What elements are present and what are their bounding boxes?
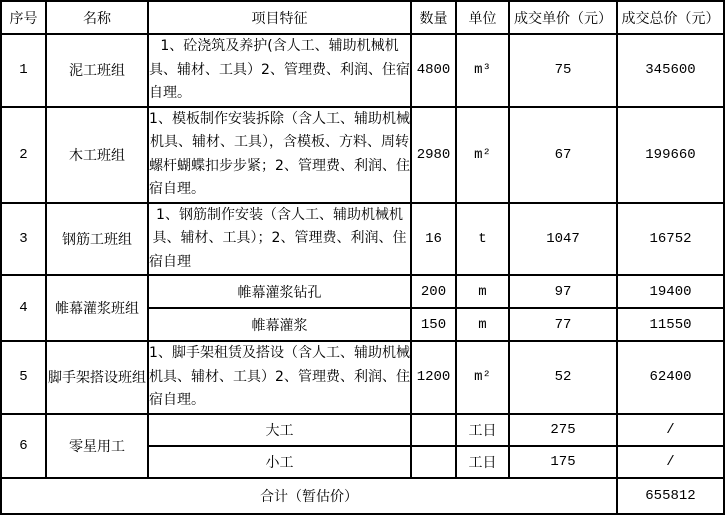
cell-feature: 帷幕灌浆钻孔 [148, 275, 411, 308]
cell-seq: 4 [1, 275, 46, 341]
header-feature: 项目特征 [148, 1, 411, 34]
header-qty: 数量 [411, 1, 456, 34]
cell-feature: 帷幕灌浆 [148, 308, 411, 341]
cell-unit-price: 97 [509, 275, 617, 308]
header-total-price: 成交总价（元） [617, 1, 724, 34]
cell-feature: 小工 [148, 446, 411, 478]
cell-total-price: 11550 [617, 308, 724, 341]
header-unit: 单位 [456, 1, 509, 34]
cell-seq: 2 [1, 107, 46, 203]
header-seq: 序号 [1, 1, 46, 34]
footer-total-value: 655812 [617, 478, 724, 514]
cell-unit: t [456, 203, 509, 276]
table-row [1, 275, 724, 308]
table-row [1, 414, 724, 446]
cell-seq: 1 [1, 34, 46, 107]
cell-unit-price: 67 [509, 107, 617, 203]
cell-unit-price: 52 [509, 341, 617, 414]
header-name: 名称 [46, 1, 148, 34]
cell-feature: 1、脚手架租赁及搭设（含人工、辅助机械机具、辅材、工具）2、管理费、利润、住宿自理。 [148, 341, 411, 414]
header-row [1, 1, 724, 34]
cell-unit: 工日 [456, 446, 509, 478]
cell-qty: 16 [411, 203, 456, 276]
cell-qty: 150 [411, 308, 456, 341]
cell-unit: m [456, 275, 509, 308]
cell-unit: m² [456, 107, 509, 203]
table-row [1, 203, 724, 276]
cell-unit-price: 77 [509, 308, 617, 341]
cell-total-price: / [617, 414, 724, 446]
cell-name: 脚手架搭设班组 [46, 341, 148, 414]
cell-unit: m² [456, 341, 509, 414]
cell-unit-price: 275 [509, 414, 617, 446]
cell-unit-price: 1047 [509, 203, 617, 276]
cell-name: 帷幕灌浆班组 [46, 275, 148, 341]
cell-seq: 6 [1, 414, 46, 478]
cell-unit-price: 75 [509, 34, 617, 107]
cell-total-price: 16752 [617, 203, 724, 276]
cell-unit-price: 175 [509, 446, 617, 478]
cell-name: 零星用工 [46, 414, 148, 478]
cell-total-price: / [617, 446, 724, 478]
cell-feature: 1、钢筋制作安装（含人工、辅助机械机具、辅材、工具）；2、管理费、利润、住宿自理 [148, 203, 411, 276]
cell-total-price: 19400 [617, 275, 724, 308]
cell-qty [411, 414, 456, 446]
cell-qty [411, 446, 456, 478]
cell-feature: 1、模板制作安装拆除（含人工、辅助机械机具、辅材、工具），含模板、方料、周转螺杆蝴蝶扣步步紧；2、管理费、利润、住宿自理。 [148, 107, 411, 203]
table-row [1, 107, 724, 203]
cell-feature: 大工 [148, 414, 411, 446]
table-row [1, 34, 724, 107]
cell-unit: m³ [456, 34, 509, 107]
cell-feature: 1、砼浇筑及养护(含人工、辅助机械机具、辅材、工具）2、管理费、利润、住宿自理。 [148, 34, 411, 107]
cell-name: 木工班组 [46, 107, 148, 203]
cell-total-price: 199660 [617, 107, 724, 203]
header-unit-price: 成交单价（元） [509, 1, 617, 34]
cell-qty: 4800 [411, 34, 456, 107]
cell-seq: 3 [1, 203, 46, 276]
cell-name: 泥工班组 [46, 34, 148, 107]
cell-qty: 200 [411, 275, 456, 308]
cell-unit: 工日 [456, 414, 509, 446]
cell-unit: m [456, 308, 509, 341]
cell-qty: 2980 [411, 107, 456, 203]
footer-label: 合计（暂估价） [1, 478, 617, 514]
footer-row [1, 478, 724, 514]
cell-seq: 5 [1, 341, 46, 414]
cell-total-price: 345600 [617, 34, 724, 107]
cell-name: 钢筋工班组 [46, 203, 148, 276]
cell-total-price: 62400 [617, 341, 724, 414]
table-row [1, 341, 724, 414]
cell-qty: 1200 [411, 341, 456, 414]
